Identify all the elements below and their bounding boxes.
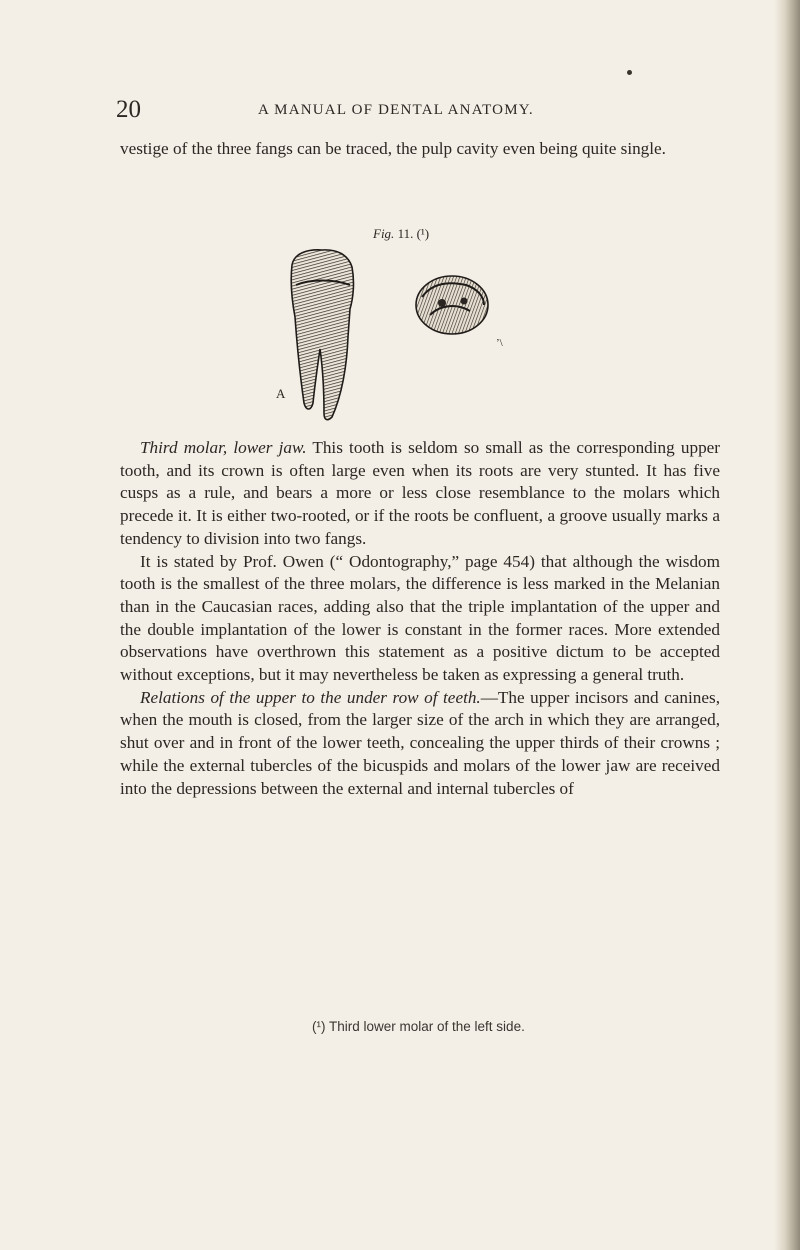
figure-caption-number: 11. (¹) [397, 226, 430, 241]
third-molar-heading: Third molar, lower jaw. [140, 438, 307, 457]
page-edge-shadow [774, 0, 800, 1250]
cusp-pit-2 [461, 298, 468, 305]
paragraph-1 [120, 138, 720, 161]
page-number: 20 [116, 96, 141, 123]
third-molar-text: This tooth is seldom so small as the corresponding upper tooth, and its crown is often large even when its roots are very stunted. It has five cusps as a rule, and bears a more or less close resemblance to the molars which precede it. It is either two-rooted, or if the roots be confluent, a groove usually marks a tendency to division into two fangs. [120, 438, 721, 548]
main-text [120, 437, 720, 800]
figure-label-a: A [276, 386, 286, 401]
running-title: A MANUAL OF DENTAL ANATOMY. [258, 102, 534, 118]
tooth-illustration-svg [270, 245, 530, 425]
paragraph-owen: It is stated by Prof. Owen (“ Odontography,” page 454) that although the wisdom tooth is the smallest of the three molars, the difference is less marked in the Melanian than in the Caucasian races, adding also that the triple implantation of the upper and the double implantation of the lower is constant in the former races. More extended observations have overthrown this statement as a positive dictum to be accepted without exceptions, but it may nevertheless be taken as expressing a general truth. [120, 551, 720, 685]
footnote: (¹) Third lower molar of the left side. [312, 1019, 525, 1034]
occlusal-view-tooth [416, 276, 488, 334]
relations-text: —The upper incisors and canines, when the mouth is closed, from the larger size of the arch in which they are arranged, shut over and in front of the lower teeth, concealing the upper thirds of their crowns ; while the external tubercles of the bicuspids and molars of the lower jaw are received into the depressions between the external and internal tubercles of [120, 687, 720, 798]
figure-caption-prefix: Fig. [373, 226, 395, 241]
occlusal-crown-outline [416, 276, 488, 334]
side-view-tooth-shape [291, 250, 353, 420]
figure-mark: ʼ\ [496, 337, 503, 349]
figure-tooth-illustrations [270, 245, 530, 425]
figure-caption [373, 226, 429, 242]
relations-heading: Relations of the upper to the under row of teeth. [140, 687, 481, 707]
side-view-tooth [291, 250, 353, 420]
paragraph-1-text: vestige of the three fangs can be traced, the pulp cavity even being quite single. [120, 139, 666, 158]
cusp-pit-1 [438, 299, 446, 307]
page-header [116, 96, 756, 130]
paragraph-relations [120, 687, 720, 801]
ink-spot [627, 70, 632, 75]
paragraph-third-molar [120, 437, 720, 551]
